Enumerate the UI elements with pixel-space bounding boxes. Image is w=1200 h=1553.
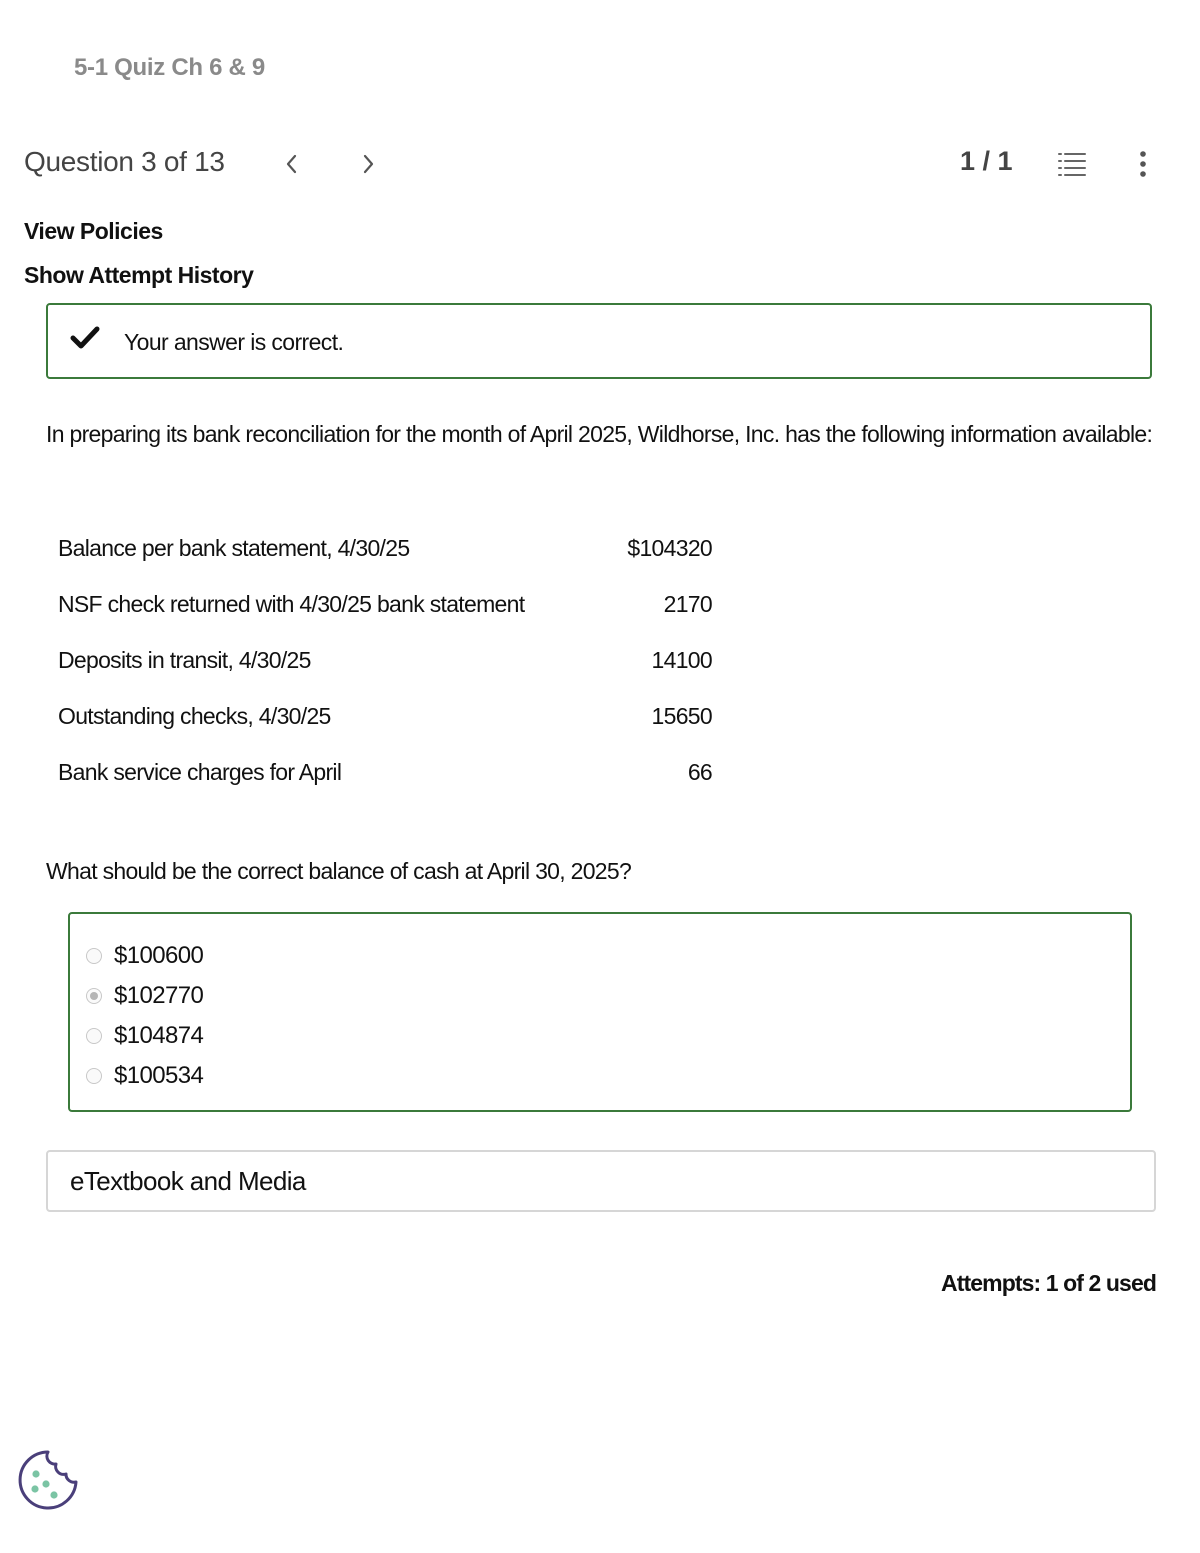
answer-option-label: $104874 xyxy=(114,1022,204,1049)
radio-button[interactable] xyxy=(86,1068,102,1084)
question-header xyxy=(24,142,1164,186)
table-row-value: 15650 xyxy=(651,702,712,729)
table-row-label: Bank service charges for April xyxy=(58,758,342,785)
table-row xyxy=(58,520,712,576)
table-row xyxy=(58,688,712,744)
answer-option[interactable] xyxy=(86,1056,203,1096)
table-row xyxy=(58,576,712,632)
radio-button[interactable] xyxy=(86,1028,102,1044)
question-counter: Question 3 of 13 xyxy=(24,146,225,177)
feedback-text: Your answer is correct. xyxy=(124,329,344,355)
previous-question-button[interactable] xyxy=(270,142,314,186)
answer-option-label: $102770 xyxy=(114,982,204,1009)
table-row-label: Outstanding checks, 4/30/25 xyxy=(58,702,331,729)
question-intro: In preparing its bank reconciliation for the month of April 2025, Wildhorse, Inc. has the following information available: xyxy=(46,421,1153,447)
answer-options xyxy=(68,912,1132,1112)
table-row xyxy=(58,632,712,688)
radio-button[interactable] xyxy=(86,948,102,964)
next-question-button[interactable] xyxy=(346,142,390,186)
answer-option-label: $100534 xyxy=(114,1062,204,1089)
quiz-title: 5-1 Quiz Ch 6 & 9 xyxy=(74,54,265,81)
table-row-value: 2170 xyxy=(663,590,712,617)
chevron-right-icon xyxy=(360,153,376,175)
table-row-label: Balance per bank statement, 4/30/25 xyxy=(58,534,410,561)
checkmark-icon xyxy=(70,325,100,351)
feedback-banner xyxy=(46,303,1152,379)
list-icon xyxy=(1056,150,1088,178)
etextbook-media-label: eTextbook and Media xyxy=(70,1166,306,1196)
chevron-left-icon xyxy=(284,153,300,175)
attempts-counter: Attempts: 1 of 2 used xyxy=(941,1270,1156,1296)
table-row-value: 66 xyxy=(687,758,712,785)
table-row-value: 14100 xyxy=(651,646,712,673)
table-row-value: $104320 xyxy=(627,534,712,561)
answer-option[interactable] xyxy=(86,936,203,976)
cookie-settings-button[interactable] xyxy=(16,1448,80,1512)
more-vertical-icon xyxy=(1138,150,1148,178)
question-list-button[interactable] xyxy=(1054,142,1090,186)
etextbook-media-panel[interactable] xyxy=(46,1150,1156,1212)
answer-option-label: $100600 xyxy=(114,942,204,969)
cookie-icon xyxy=(16,1448,80,1512)
radio-button[interactable] xyxy=(86,988,102,1004)
answer-option[interactable] xyxy=(86,976,203,1016)
more-options-button[interactable] xyxy=(1128,142,1158,186)
bank-info-table xyxy=(58,520,712,800)
table-row xyxy=(58,744,712,800)
question-score: 1 / 1 xyxy=(960,146,1013,176)
table-row-label: NSF check returned with 4/30/25 bank statement xyxy=(58,590,525,617)
table-row-label: Deposits in transit, 4/30/25 xyxy=(58,646,311,673)
question-prompt: What should be the correct balance of cash at April 30, 2025? xyxy=(46,858,632,884)
show-attempt-history-link[interactable]: Show Attempt History xyxy=(24,262,254,288)
view-policies-link[interactable]: View Policies xyxy=(24,218,163,244)
answer-option[interactable] xyxy=(86,1016,203,1056)
